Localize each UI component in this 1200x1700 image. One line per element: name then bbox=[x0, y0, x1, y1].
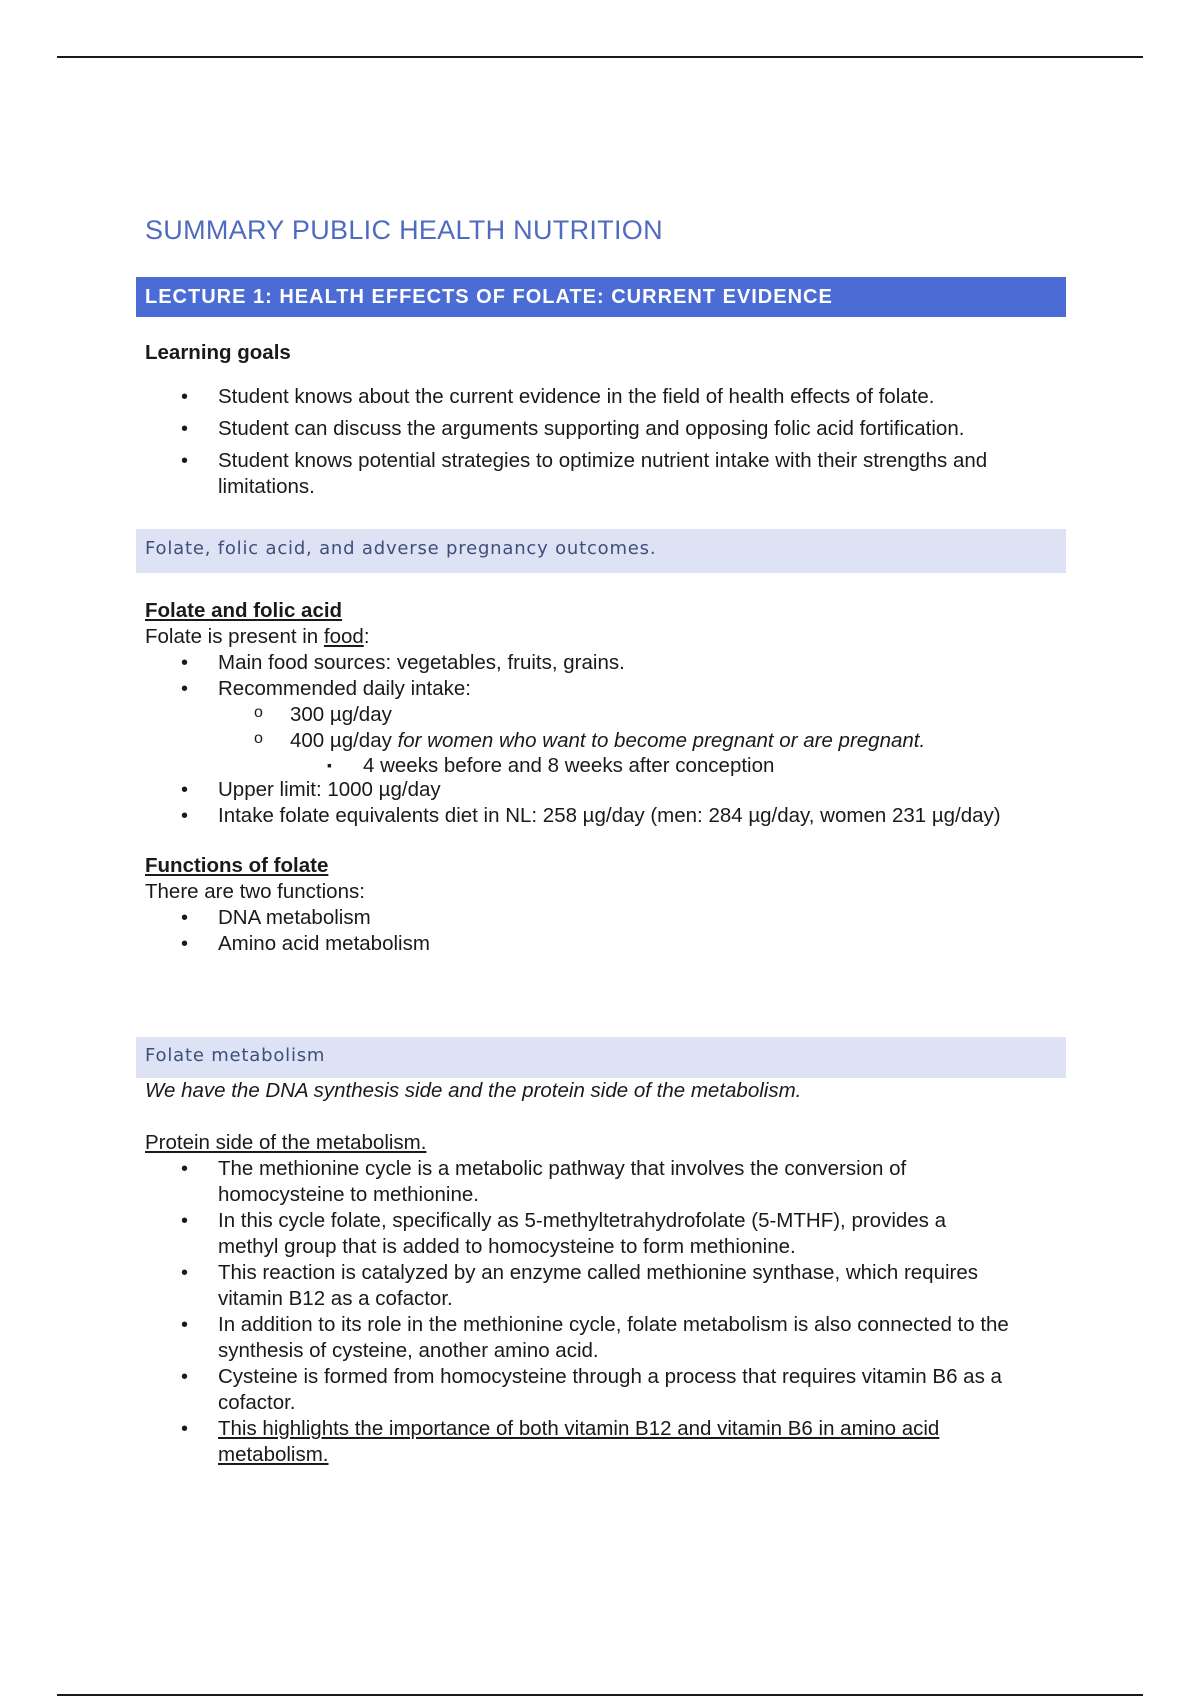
functions-intro: There are two functions: bbox=[145, 880, 365, 903]
list-item: • Upper limit: 1000 µg/day bbox=[145, 777, 1075, 803]
list-item: • This reaction is catalyzed by an enzyme called methionine synthase, which requires vitamin B12 as a cofactor. bbox=[145, 1260, 1008, 1312]
lecture-heading: LECTURE 1: HEALTH EFFECTS OF FOLATE: CURRENT EVIDENCE bbox=[136, 277, 1066, 317]
learning-goals-heading: Learning goals bbox=[145, 341, 291, 364]
list-item: • Student knows potential strategies to optimize nutrient intake with their strengths and limitations. bbox=[145, 448, 988, 500]
list-item: • In addition to its role in the methionine cycle, folate metabolism is also connected to the synthesis of cysteine, another amino acid. bbox=[145, 1312, 1018, 1364]
section-folate-pregnancy: Folate, folic acid, and adverse pregnancy outcomes. bbox=[136, 529, 1066, 573]
list-item: • Recommended daily intake: bbox=[145, 676, 1075, 702]
list-item: • Main food sources: vegetables, fruits, grains. bbox=[145, 650, 1075, 676]
document-title: SUMMARY PUBLIC HEALTH NUTRITION bbox=[145, 215, 663, 245]
learning-goals-section bbox=[145, 340, 1075, 500]
list-item: o 400 µg/day for women who want to become pregnant or are pregnant. bbox=[145, 728, 1075, 754]
list-item bbox=[145, 1416, 1018, 1468]
protein-side-heading: Protein side of the metabolism. bbox=[145, 1131, 427, 1154]
food-link[interactable]: food bbox=[323, 625, 364, 648]
list-item: • Student knows about the current evidence in the field of health effects of folate. bbox=[145, 384, 1075, 410]
folate-list bbox=[145, 650, 1075, 829]
folate-intro: Folate is present in food: bbox=[145, 625, 370, 648]
learning-goals-list bbox=[145, 384, 1075, 500]
list-item: • Cysteine is formed from homocysteine through a process that requires vitamin B6 as a cofactor. bbox=[145, 1364, 1028, 1416]
top-rule bbox=[57, 56, 1143, 58]
list-item: • DNA metabolism bbox=[145, 905, 1075, 931]
folate-metabolism-block bbox=[145, 1078, 1075, 1468]
metabolism-intro: We have the DNA synthesis side and the protein side of the metabolism. bbox=[145, 1079, 802, 1102]
list-item: • Student can discuss the arguments supporting and opposing folic acid fortification. bbox=[145, 416, 1075, 442]
list-item: • Intake folate equivalents diet in NL: 258 µg/day (men: 284 µg/day, women 231 µg/day) bbox=[145, 803, 1008, 829]
functions-heading: Functions of folate bbox=[145, 854, 329, 877]
list-item: o 300 µg/day bbox=[145, 702, 1075, 728]
list-item: • In this cycle folate, specifically as 5-methyltetrahydrofolate (5-MTHF), provides a methyl group that is added to homocysteine to form methionine. bbox=[145, 1208, 1008, 1260]
bottom-rule bbox=[57, 1694, 1143, 1696]
protein-side-list bbox=[145, 1156, 1075, 1468]
functions-list bbox=[145, 905, 1075, 957]
folate-heading: Folate and folic acid bbox=[145, 599, 343, 622]
list-item: • The methionine cycle is a metabolic pathway that involves the conversion of homocysteine to methionine. bbox=[145, 1156, 998, 1208]
list-item: ▪ 4 weeks before and 8 weeks after conception bbox=[145, 754, 1075, 777]
list-item: • Amino acid metabolism bbox=[145, 931, 1075, 957]
highlight-text: This highlights the importance of both vitamin B12 and vitamin B6 in amino acid metabolism. bbox=[218, 1417, 940, 1466]
section-folate-metabolism: Folate metabolism bbox=[136, 1037, 1066, 1078]
folate-folic-acid-block bbox=[145, 598, 1075, 957]
